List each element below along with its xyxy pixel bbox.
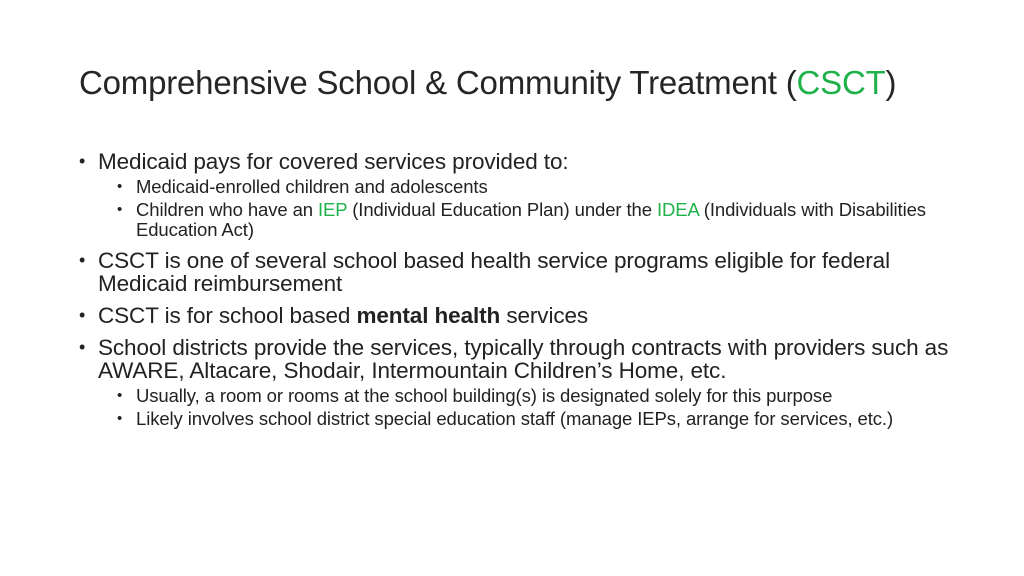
sub-bullet-text: Medicaid-enrolled children and adolescents — [136, 176, 488, 197]
bullet-text-post: services — [500, 303, 589, 328]
bullet-item-medicaid-pays — [79, 150, 959, 240]
bullet-item-school-districts — [79, 336, 959, 429]
accent-idea: IDEA — [656, 199, 699, 220]
sub-bullet-list — [98, 386, 959, 429]
sub-bullet-text-part3: (Individuals with Disabilities Education Act) — [136, 199, 926, 240]
bullet-icon: • — [117, 178, 123, 195]
bullet-icon: • — [79, 151, 86, 171]
bullet-text: CSCT is one of several school based health service programs eligible for federal Medicaid reimbursement — [98, 248, 890, 296]
bullet-icon: • — [117, 201, 123, 218]
bullet-list — [79, 150, 959, 429]
slide-body — [79, 150, 959, 429]
title-prefix: Comprehensive School & Community Treatment ( — [79, 64, 797, 101]
sub-bullet-item-iep — [98, 200, 959, 240]
bullet-icon: • — [79, 337, 86, 357]
bullet-text: School districts provide the services, typically through contracts with providers such as AWARE, Altacare, Shodair, Intermountain Children’s Home, etc. — [98, 335, 949, 383]
sub-bullet-item-room — [98, 386, 959, 406]
sub-bullet-list — [98, 177, 959, 240]
bullet-icon: • — [117, 387, 123, 404]
title-suffix: ) — [885, 64, 897, 101]
sub-bullet-item-enrolled — [98, 177, 959, 197]
sub-bullet-text: Likely involves school district special education staff (manage IEPs, arrange for services, etc.) — [136, 408, 894, 429]
accent-iep: IEP — [318, 199, 348, 220]
bold-mental-health: mental health — [356, 303, 501, 328]
sub-bullet-text: Usually, a room or rooms at the school building(s) is designated solely for this purpose — [136, 385, 833, 406]
bullet-item-mental-health — [79, 304, 959, 327]
bullet-icon: • — [79, 250, 86, 270]
bullet-text: Medicaid pays for covered services provided to: — [98, 149, 569, 174]
bullet-icon: • — [117, 410, 123, 427]
sub-bullet-item-staff — [98, 409, 959, 429]
bullet-item-csct-programs — [79, 249, 959, 295]
title-accent-csct: CSCT — [796, 64, 886, 101]
sub-bullet-text-part1: Children who have an — [136, 199, 318, 220]
sub-bullet-text-part2: (Individual Education Plan) under the — [347, 199, 657, 220]
bullet-text-pre: CSCT is for school based — [98, 303, 357, 328]
bullet-icon: • — [79, 305, 86, 325]
slide-title — [79, 64, 896, 102]
